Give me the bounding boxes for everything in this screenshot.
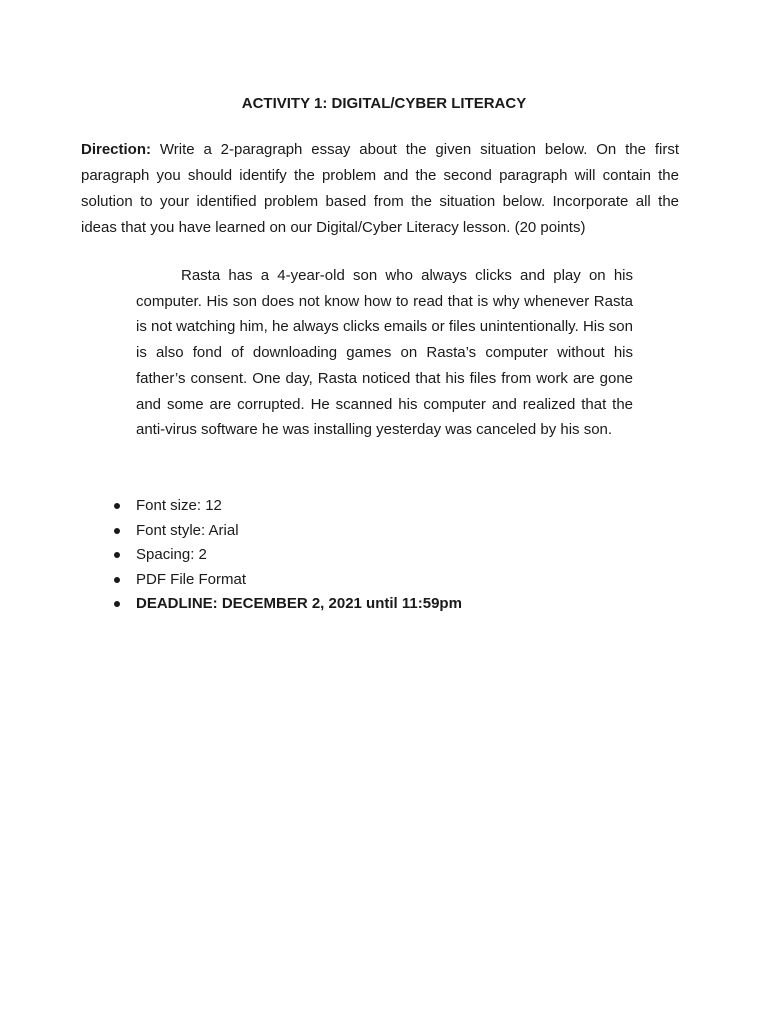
list-item [108,592,668,617]
bullet-icon [114,528,120,534]
bullet-icon [114,503,120,509]
bullet-icon [114,601,120,607]
activity-title: ACTIVITY 1: DIGITAL/CYBER LITERACY [241,95,527,112]
requirement-deadline: DEADLINE: DECEMBER 2, 2021 until 11:59pm [136,595,462,612]
list-item [108,543,668,568]
requirements-list [108,494,668,617]
situation-paragraph: Rasta has a 4-year-old son who always clicks and play on his computer. His son does not know how to read that is why whenever Rasta is not watching him, he always clicks emails or files unintentionally. His son is also fond of downloading games on Rasta’s computer without his father’s consent. One day, Rasta noticed that his files from work are gone and some are corrupted. He scanned his computer and realized that the anti-virus software he was installing yesterday was canceled by his son. [136,267,633,439]
requirement-font-style: Font style: Arial [136,521,239,539]
direction-label: Direction: [81,141,152,158]
bullet-icon [114,577,120,583]
requirement-font-size: Font size: 12 [136,497,222,514]
list-item [108,519,668,544]
bullet-icon [114,552,120,558]
direction-paragraph [81,137,679,241]
list-item [108,494,668,519]
list-item [108,568,668,593]
requirement-file-format: PDF File Format [136,570,247,588]
requirement-spacing: Spacing: 2 [136,546,207,563]
direction-text: Write a 2-paragraph essay about the given situation below. On the first paragraph you should identify the problem and the second paragraph will contain the solution to your identified problem based from the situation below. Incorporate all the ideas that you have learned on our Digital/Cyber Literacy lesson. (20 points) [81,141,679,236]
